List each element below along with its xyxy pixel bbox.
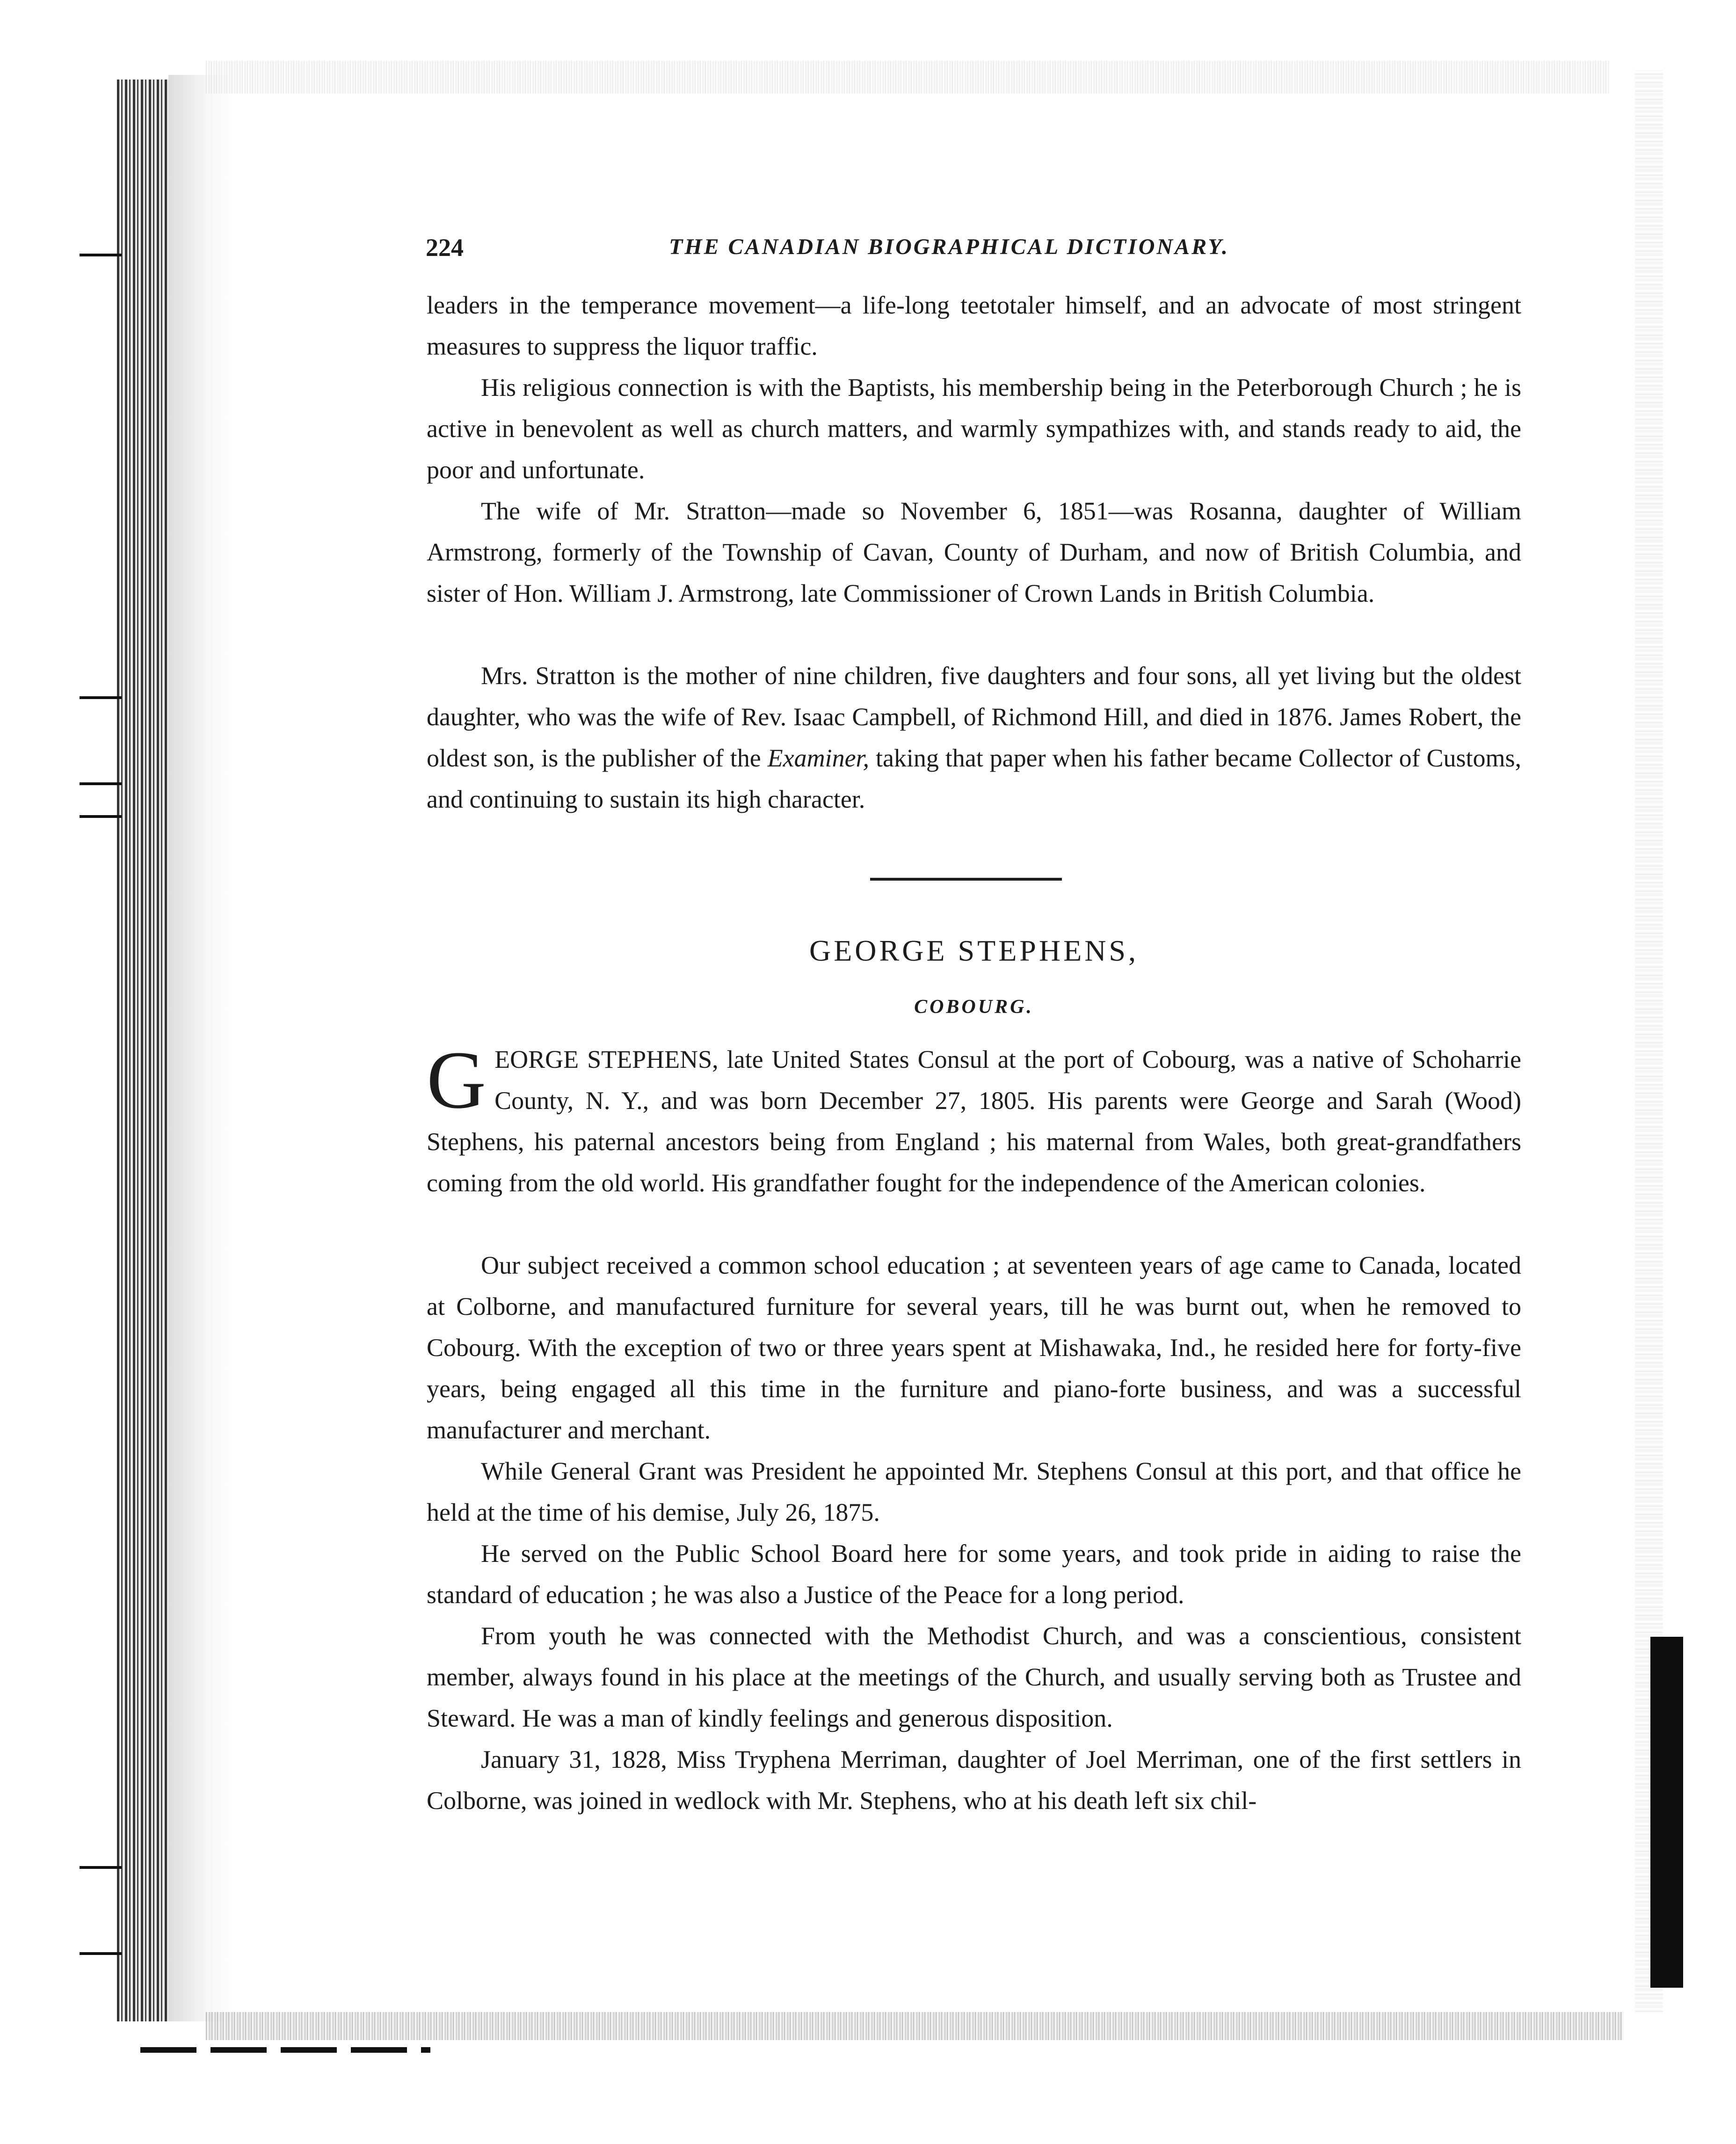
stratton-paragraph-4 [427, 655, 1521, 820]
drop-cap: G [427, 1035, 487, 1126]
stratton-paragraph-4-text-end: taking that paper when his father became Collector of Customs, and continuing to sustain its high character. [427, 744, 1521, 813]
stephens-paragraph-2: Our subject received a common school education ; at seventeen years of age came to Canada, located at Colborne, and manufactured furniture for several years, till he was burnt out, when he removed to Cobourg. With the exception of two or three years spent at Mishawaka, Ind., he resided here for forty-five years, being engaged all this time in the furniture and piano-forte business, and was a successful manufacturer and merchant. [427, 1251, 1521, 1444]
stephens-paragraph-1-text: EORGE STEPHENS, late United States Consul at the port of Cobourg, was a native of Schoharrie County, N. Y., and was born December 27, 1805. His parents were George and Sarah (Wood) Stephens, his paternal ancestors being from England ; his maternal from Wales, both great-grandfathers coming from the old world. His grandfather fought for the independence of the American colonies. [427, 1045, 1521, 1197]
running-header [426, 233, 1286, 266]
stratton-paragraph-3: The wife of Mr. Stratton—made so November 6, 1851—was Rosanna, daughter of William Armstrong, formerly of the Township of Cavan, County of Durham, and now of British Columbia, and sister of Hon. William J. Armstrong, late Commissioner of Crown Lands in British Columbia. [427, 497, 1521, 607]
edge-mark [80, 815, 122, 818]
stratton-paragraph-4-text: Mrs. Stratton is the mother of nine children, five daughters and four sons, all yet living but the oldest daughter, who was the wife of Rev. Isaac Campbell, of Richmond Hill, and died in 1876. James Robert, the oldest son, is the publisher of the [427, 662, 1521, 772]
stephens-paragraph-5: From youth he was connected with the Methodist Church, and was a conscientious, consistent member, always found in his place at the meetings of the Church, and usually serving both as Trustee and Steward. He was a man of kindly feelings and generous disposition. [427, 1622, 1521, 1732]
stephens-paragraph-6: January 31, 1828, Miss Tryphena Merriman, daughter of Joel Merriman, one of the first settlers in Colborne, was joined in wedlock with Mr. Stephens, who at his death left six chil- [427, 1745, 1521, 1815]
edge-mark [80, 696, 122, 699]
running-title: THE CANADIAN BIOGRAPHICAL DICTIONARY. [669, 234, 1229, 259]
stephens-paragraph-3: While General Grant was President he appointed Mr. Stephens Consul at this port, and that office he held at the time of his demise, July 26, 1875. [427, 1457, 1521, 1526]
section-divider [870, 878, 1062, 881]
edge-mark [80, 254, 122, 256]
scan-noise-top [206, 61, 1609, 94]
newspaper-title: Examiner, [767, 744, 870, 772]
page-number: 224 [426, 233, 464, 262]
stephens-paragraph-4: He served on the Public School Board here for some years, and took pride in aiding to raise the standard of education ; he was also a Justice of the Peace for a long period. [427, 1539, 1521, 1609]
scan-dark-bar [1650, 1637, 1683, 1988]
edge-mark [80, 1866, 122, 1869]
page-gutter-shadow [168, 75, 234, 2021]
scan-dashes [140, 2047, 430, 2053]
scan-noise-bottom [206, 2012, 1623, 2040]
stratton-paragraph-2: His religious connection is with the Baptists, his membership being in the Peterborough Church ; he is active in benevolent as well as church matters, and warmly sympathizes with, and stands ready to aid, the poor and unfortunate. [427, 373, 1521, 484]
edge-mark [80, 782, 122, 785]
stratton-paragraph-1: leaders in the temperance movement—a life-long teetotaler himself, and an advocate of most stringent measures to suppress the liquor traffic. [427, 291, 1521, 360]
article-heading: GEORGE STEPHENS, [809, 934, 1139, 967]
book-spine-edge [117, 80, 168, 2021]
stephens-paragraph-1 [427, 1035, 1521, 1203]
edge-mark [80, 1952, 122, 1955]
article-subheading-place: COBOURG. [914, 996, 1034, 1018]
